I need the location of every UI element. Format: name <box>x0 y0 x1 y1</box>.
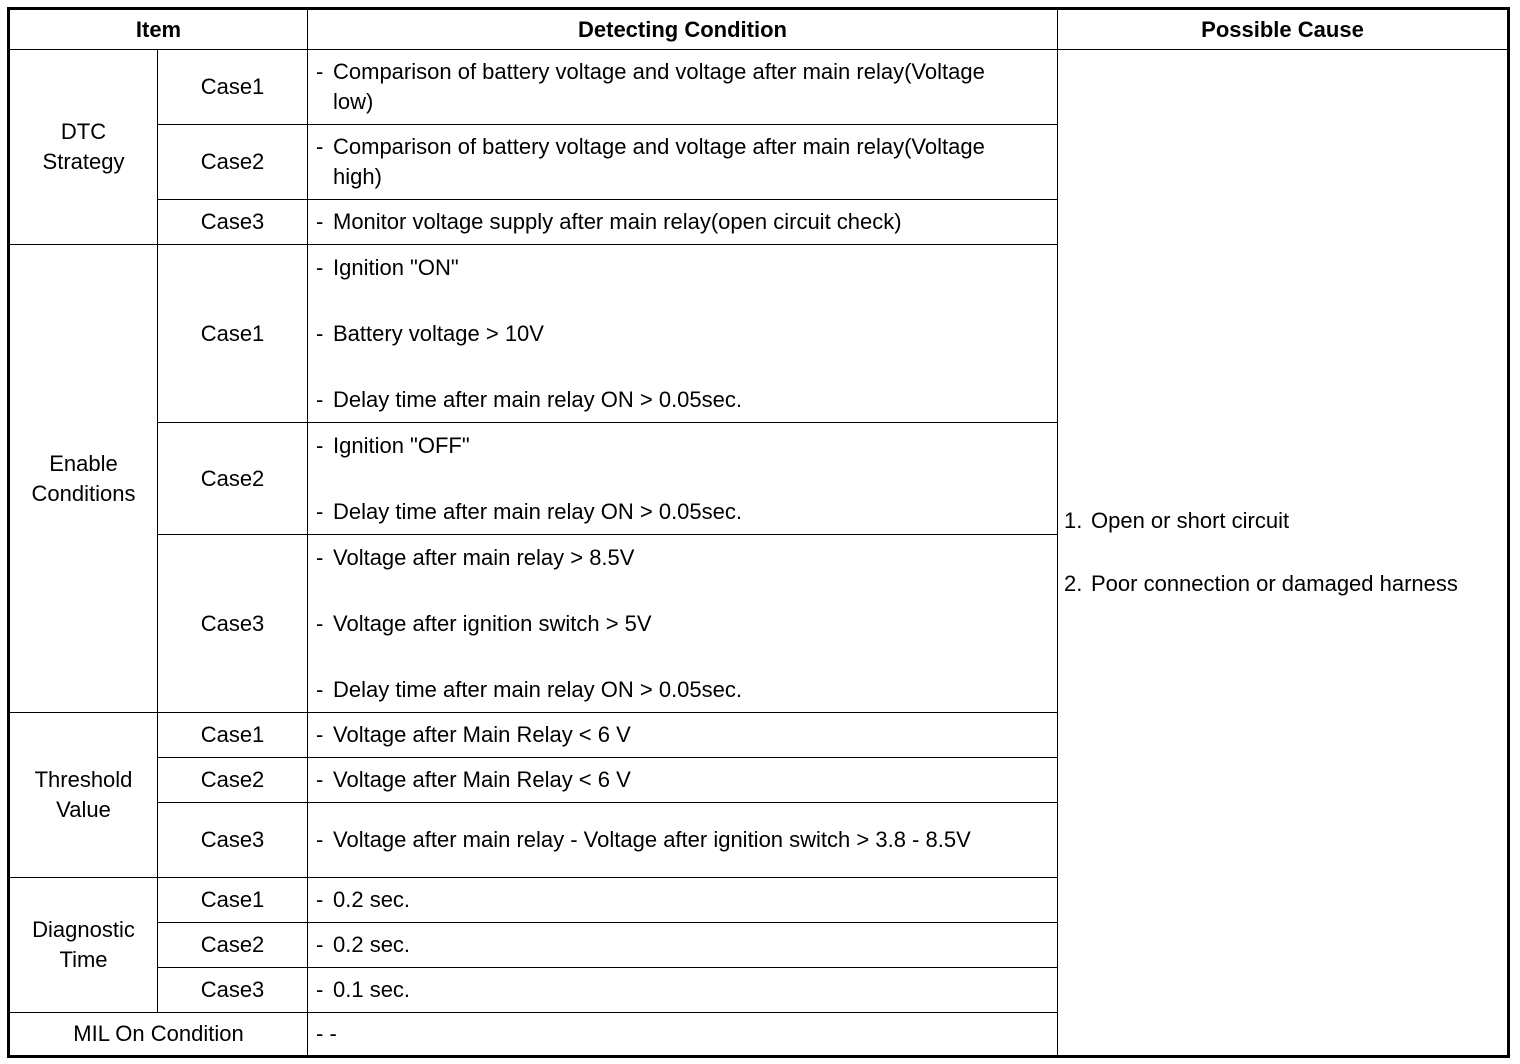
condition-cell <box>308 125 1058 200</box>
bullet-dash: - <box>316 254 324 280</box>
condition-cell <box>308 713 1058 758</box>
group-dtc-strategy: DTC Strategy <box>9 50 158 245</box>
header-detecting-condition: Detecting Condition <box>308 9 1058 50</box>
condition-cell <box>308 200 1058 245</box>
condition-text: Delay time after main relay ON > 0.05sec. <box>333 498 742 524</box>
cause-text: Open or short circuit <box>1091 508 1290 533</box>
condition-text: Voltage after Main Relay < 6 V <box>333 722 631 747</box>
condition-cell <box>308 535 1058 713</box>
case-label: Case2 <box>158 758 308 803</box>
group-threshold-value: Threshold Value <box>9 713 158 878</box>
case-label: Case2 <box>158 125 308 200</box>
case-label: Case1 <box>158 245 308 423</box>
case-label: Case3 <box>158 968 308 1013</box>
cause-item <box>1064 569 1467 599</box>
bullet-dash: - <box>316 827 324 852</box>
condition-text: 0.2 sec. <box>333 887 411 912</box>
condition-text: Comparison of battery voltage and voltage after main relay(Voltage low) <box>333 59 985 114</box>
header-possible-cause: Possible Cause <box>1058 9 1509 50</box>
bullet-dash: - <box>316 386 324 412</box>
condition-cell <box>308 878 1058 923</box>
condition-cell <box>308 968 1058 1013</box>
condition-text: Voltage after main relay > 8.5V <box>333 544 635 570</box>
bullet-dash: - <box>316 320 324 346</box>
bullet-dash: - <box>316 134 324 159</box>
bullet-dash: - <box>316 432 324 458</box>
diagnostic-spec-table <box>7 7 1510 1058</box>
bullet-dash: - <box>316 544 324 570</box>
bullet-dash: - <box>316 722 324 747</box>
condition-text: 0.1 sec. <box>333 977 411 1002</box>
cause-number: 2. <box>1064 571 1083 596</box>
bullet-dash: - <box>316 498 324 524</box>
condition-text: Voltage after ignition switch > 5V <box>333 610 652 636</box>
cause-text: Poor connection or damaged harness <box>1091 571 1458 596</box>
group-enable-conditions: Enable Conditions <box>9 245 158 713</box>
possible-cause-cell <box>1058 50 1509 1057</box>
condition-cell <box>308 423 1058 535</box>
case-label: Case1 <box>158 50 308 125</box>
group-diagnostic-time: Diagnostic Time <box>9 878 158 1013</box>
condition-cell <box>308 923 1058 968</box>
bullet-dash: - <box>316 977 324 1002</box>
bullet-dash: - <box>316 59 324 84</box>
case-label: Case1 <box>158 878 308 923</box>
cause-item <box>1064 506 1467 536</box>
condition-text: Ignition "ON" <box>333 254 459 280</box>
header-item: Item <box>9 9 308 50</box>
condition-cell <box>308 1013 1058 1057</box>
condition-text: Voltage after Main Relay < 6 V <box>333 767 631 792</box>
bullet-dash: - <box>316 209 324 234</box>
cause-number: 1. <box>1064 508 1083 533</box>
condition-text: Delay time after main relay ON > 0.05sec. <box>333 386 742 412</box>
table-row <box>9 50 1509 125</box>
condition-cell <box>308 758 1058 803</box>
condition-text: Delay time after main relay ON > 0.05sec. <box>333 676 742 702</box>
case-label: Case1 <box>158 713 308 758</box>
condition-text: 0.2 sec. <box>333 932 411 957</box>
bullet-dash: - <box>316 887 324 912</box>
bullet-dash: - <box>316 610 324 636</box>
header-row <box>9 9 1509 50</box>
group-mil-on-condition: MIL On Condition <box>9 1013 308 1057</box>
case-label: Case3 <box>158 200 308 245</box>
bullet-dash: - <box>316 676 324 702</box>
bullet-dash: - <box>316 932 324 957</box>
condition-text: Battery voltage > 10V <box>333 320 544 346</box>
condition-cell <box>308 803 1058 878</box>
condition-text: Comparison of battery voltage and voltage after main relay(Voltage high) <box>333 134 985 189</box>
case-label: Case3 <box>158 803 308 878</box>
condition-text: - - <box>316 1021 337 1046</box>
case-label: Case2 <box>158 423 308 535</box>
condition-text: Ignition "OFF" <box>333 432 470 458</box>
case-label: Case3 <box>158 535 308 713</box>
condition-text: Monitor voltage supply after main relay(open circuit check) <box>333 209 902 234</box>
case-label: Case2 <box>158 923 308 968</box>
condition-text: Voltage after main relay - Voltage after ignition switch > 3.8 - 8.5V <box>333 827 971 852</box>
condition-cell <box>308 50 1058 125</box>
condition-cell <box>308 245 1058 423</box>
bullet-dash: - <box>316 767 324 792</box>
